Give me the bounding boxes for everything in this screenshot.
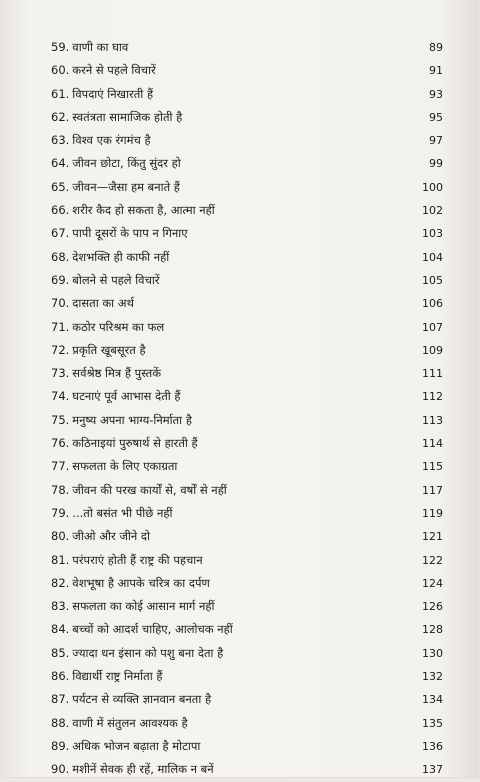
entry-page-number: 106 [422, 297, 443, 311]
entry-number: 67. [51, 226, 70, 241]
entry-number: 75. [51, 412, 70, 427]
toc-entry [51, 735, 451, 758]
entry-page-number: 99 [429, 157, 443, 171]
toc-entry [51, 385, 451, 408]
entry-title: वाणी का घाव [72, 40, 129, 54]
entry-page-number: 100 [422, 180, 443, 194]
entry-title: कठोर परिश्रम का फल [72, 319, 165, 334]
entry-page-number: 104 [422, 250, 443, 264]
entry-title: बोलने से पहले विचारें [72, 272, 160, 287]
entry-number: 76. [51, 436, 70, 451]
entry-page-number: 105 [422, 273, 443, 287]
toc-entry [51, 152, 451, 175]
entry-title: कठिनाइयां पुरुषार्थ से हारती हैं [72, 436, 198, 451]
entry-title: सफलता के लिए एकाग्रता [72, 459, 178, 474]
entry-page-number: 91 [429, 64, 443, 78]
entry-number: 80. [51, 529, 70, 544]
entry-title: विपदाएं निखारती हैं [72, 86, 154, 101]
entry-title: स्वतंत्रता सामाजिक होती है [72, 109, 183, 124]
toc-entry [51, 572, 451, 595]
toc-entry [51, 409, 451, 432]
entry-page-number: 89 [429, 41, 443, 54]
entry-number: 73. [51, 366, 70, 381]
entry-number: 83. [51, 599, 70, 614]
entry-number: 66. [51, 203, 70, 218]
entry-page-number: 130 [422, 646, 443, 660]
entry-title: जीवन की परख कार्यों से, वर्षों से नहीं [72, 482, 227, 497]
entry-title: विद्यार्थी राष्ट्र निर्माता हैं [72, 669, 163, 684]
entry-page-number: 109 [422, 343, 443, 357]
entry-page-number: 113 [422, 413, 443, 427]
entry-title: घटनाएं पूर्व आभास देती हैं [72, 389, 181, 404]
entry-number: 64. [51, 156, 70, 171]
toc-entry [51, 688, 451, 711]
entry-number: 71. [51, 319, 70, 334]
entry-number: 84. [51, 622, 70, 637]
toc-entry [51, 432, 451, 455]
entry-title: जीवन—जैसा हम बनाते हैं [72, 179, 180, 194]
entry-title: सफलता का कोई आसान मार्ग नहीं [72, 599, 215, 614]
entry-page-number: 136 [422, 739, 443, 753]
entry-title: देशभक्ति ही काफी नहीं [72, 249, 170, 264]
toc-entry [51, 269, 451, 292]
entry-page-number: 134 [422, 693, 443, 707]
entry-page-number: 117 [422, 483, 443, 497]
entry-title: पापी दूसरों के पाप न गिनाए [72, 226, 188, 241]
entry-page-number: 137 [422, 763, 443, 777]
entry-number: 65. [51, 179, 70, 194]
toc-entry [51, 525, 451, 548]
entry-title: मशीनें सेवक ही रहें, मालिक न बनें [72, 762, 214, 777]
toc-entry [51, 316, 451, 339]
entry-title: वाणी में संतुलन आवश्यक है [72, 715, 188, 730]
entry-title: ...तो बसंत भी पीछे नहीं [72, 505, 173, 520]
entry-number: 61. [51, 86, 70, 101]
entry-page-number: 95 [429, 110, 443, 124]
entry-page-number: 132 [422, 670, 443, 684]
toc-entry [51, 292, 451, 315]
toc-entry [51, 59, 451, 82]
entry-title: ज्यादा धन इंसान को पशु बना देता है [72, 645, 224, 660]
entry-number: 79. [51, 505, 70, 520]
entry-page-number: 107 [422, 320, 443, 334]
entry-page-number: 114 [422, 437, 443, 451]
entry-page-number: 121 [422, 530, 443, 544]
entry-number: 82. [51, 575, 70, 590]
entry-title: मनुष्य अपना भाग्य-निर्माता है [72, 412, 192, 427]
entry-title: जीओ और जीने दो [72, 529, 150, 544]
toc-entry [51, 106, 451, 129]
entry-number: 68. [51, 249, 70, 264]
entry-title: सर्वश्रेष्ठ मित्र हैं पुस्तकें [72, 366, 162, 381]
table-of-contents [51, 36, 451, 782]
toc-entry [51, 479, 451, 502]
entry-number: 77. [51, 459, 70, 474]
entry-number: 87. [51, 692, 70, 707]
toc-entry [51, 455, 451, 478]
entry-title: प्रकृति खूबसूरत है [72, 342, 146, 357]
entry-title: विश्व एक रंगमंच है [72, 133, 151, 148]
entry-number: 89. [51, 738, 70, 753]
toc-entry [51, 339, 451, 362]
entry-page-number: 122 [422, 553, 443, 567]
toc-entry [51, 362, 451, 385]
toc-entry [51, 595, 451, 618]
toc-entry [51, 199, 451, 222]
entry-number: 81. [51, 552, 70, 567]
entry-number: 85. [51, 645, 70, 660]
entry-number: 63. [51, 133, 70, 148]
toc-entry [51, 758, 451, 781]
entry-title: पर्यटन से व्यक्ति ज्ञानवान बनता है [72, 692, 212, 707]
entry-title: जीवन छोटा, किंतु सुंदर हो [72, 156, 181, 171]
toc-entry [51, 642, 451, 665]
entry-title: करने से पहले विचारें [72, 63, 156, 78]
toc-entry [51, 618, 451, 641]
entry-number: 60. [51, 63, 70, 78]
entry-page-number: 126 [422, 600, 443, 614]
toc-entry [51, 549, 451, 572]
entry-page-number: 103 [422, 227, 443, 241]
entry-number: 90. [51, 762, 70, 777]
entry-title: परंपराएं होती हैं राष्ट्र की पहचान [72, 552, 203, 567]
toc-entry [51, 246, 451, 269]
entry-page-number: 112 [422, 390, 443, 404]
entry-number: 72. [51, 342, 70, 357]
entry-page-number: 128 [422, 623, 443, 637]
entry-number: 69. [51, 272, 70, 287]
toc-entry [51, 176, 451, 199]
toc-entry [51, 129, 451, 152]
entry-number: 70. [51, 296, 70, 311]
entry-page-number: 97 [429, 134, 443, 148]
entry-number: 86. [51, 669, 70, 684]
entry-page-number: 115 [422, 460, 443, 474]
toc-entry [51, 665, 451, 688]
entry-number: 78. [51, 482, 70, 497]
toc-entry [51, 36, 451, 59]
toc-entry [51, 222, 451, 245]
book-page [2, 0, 478, 777]
entry-page-number: 102 [422, 204, 443, 218]
entry-title: अधिक भोजन बढ़ाता है मोटापा [72, 738, 201, 753]
entry-page-number: 93 [429, 87, 443, 101]
toc-entry [51, 712, 451, 735]
toc-entry [51, 502, 451, 525]
entry-page-number: 135 [422, 716, 443, 730]
entry-title: दासता का अर्थ [72, 296, 134, 311]
entry-page-number: 124 [422, 576, 443, 590]
toc-entry [51, 83, 451, 106]
entry-number: 88. [51, 715, 70, 730]
entry-title: शरीर कैद हो सकता है, आत्मा नहीं [72, 203, 215, 218]
entry-title: बच्चों को आदर्श चाहिए, आलोचक नहीं [72, 622, 233, 637]
entry-number: 74. [51, 389, 70, 404]
entry-number: 62. [51, 109, 70, 124]
entry-page-number: 111 [422, 367, 443, 381]
entry-page-number: 119 [422, 506, 443, 520]
entry-title: वेशभूषा है आपके चरित्र का दर्पण [72, 575, 210, 590]
entry-number: 59. [51, 40, 70, 54]
